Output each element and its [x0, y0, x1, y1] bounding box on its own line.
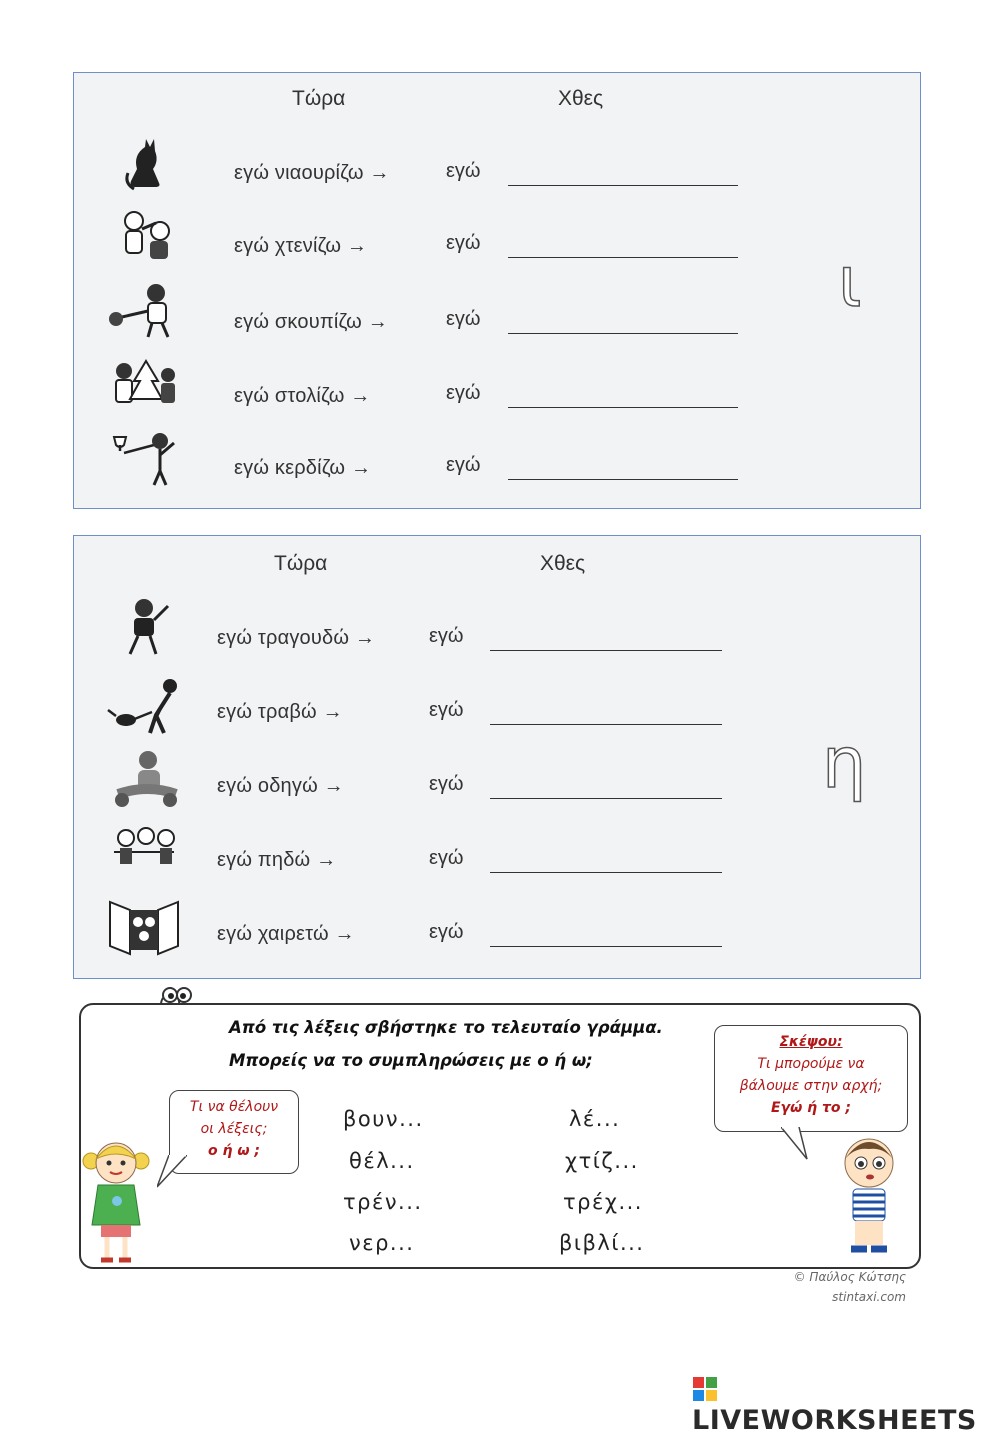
- verb-row: [74, 281, 920, 341]
- girl-bubble-line-3: ο ή ω ;: [208, 1143, 260, 1159]
- verb-present: εγώ οδηγώ →: [217, 775, 344, 797]
- verb-row: [74, 133, 920, 193]
- website-credit: stintaxi.com: [832, 1290, 906, 1304]
- ego-label: εγώ: [446, 308, 481, 330]
- verb-row: [74, 429, 920, 489]
- girl-bubble-line-1: Τι να θέλουν: [189, 1099, 279, 1115]
- incomplete-word[interactable]: βιβλί...: [559, 1231, 645, 1255]
- ego-label: εγώ: [446, 382, 481, 404]
- boy-bubble-title: Σκέψου:: [779, 1034, 843, 1050]
- verb-present: εγώ στολίζω →: [234, 385, 371, 407]
- incomplete-word[interactable]: τρέχ...: [563, 1190, 643, 1214]
- singing-icon: [104, 598, 184, 658]
- column-header-yesterday: Χθες: [558, 87, 604, 110]
- ego-label: εγώ: [429, 773, 464, 795]
- verb-present: εγώ πηδώ →: [217, 849, 337, 871]
- answer-blank[interactable]: [490, 872, 722, 873]
- verb-row: [74, 676, 920, 736]
- exercise-panel-eta: [73, 535, 921, 979]
- boy-bubble-line-1: Τι μπορούμε να: [757, 1056, 865, 1072]
- verb-present: εγώ κερδίζω →: [234, 457, 372, 479]
- liveworksheets-logo: [692, 1374, 1000, 1436]
- girl-speech-bubble: [169, 1090, 299, 1174]
- answer-blank[interactable]: [490, 650, 722, 651]
- answer-blank[interactable]: [508, 257, 738, 258]
- answer-blank[interactable]: [508, 333, 738, 334]
- liveworksheets-wordmark: LIVEWORKSHEETS: [692, 1405, 977, 1436]
- boy-bubble-tail: [781, 1127, 813, 1161]
- decorating-tree-icon: [104, 355, 184, 415]
- liveworksheets-icon: [692, 1376, 718, 1402]
- girl-illustration: [81, 1135, 151, 1265]
- pulling-icon: [104, 676, 184, 736]
- ego-label: εγώ: [429, 921, 464, 943]
- incomplete-word[interactable]: χτίζ...: [565, 1149, 639, 1173]
- boy-speech-bubble: [714, 1025, 908, 1132]
- boy-bubble-line-2: βάλουμε στην αρχή;: [739, 1078, 883, 1094]
- winning-trophy-icon: [104, 429, 184, 489]
- boy-illustration: [829, 1133, 909, 1263]
- verb-present: εγώ σκουπίζω →: [234, 311, 388, 333]
- column-header-now: Τώρα: [292, 87, 346, 110]
- jumping-icon: [104, 824, 184, 884]
- boy-bubble-line-3: Εγώ ή το ;: [770, 1100, 851, 1116]
- ego-label: εγώ: [446, 454, 481, 476]
- fill-letter-exercise: [79, 1003, 921, 1269]
- girl-bubble-tail: [157, 1155, 187, 1189]
- incomplete-word[interactable]: νερ...: [349, 1231, 415, 1255]
- verb-row: [74, 750, 920, 810]
- verb-present: εγώ τραγουδώ →: [217, 627, 376, 649]
- ego-label: εγώ: [446, 160, 481, 182]
- girl-bubble-line-2: οι λέξεις;: [200, 1121, 268, 1137]
- sweeping-icon: [104, 281, 184, 341]
- target-letter: ι: [838, 241, 862, 323]
- instruction-line-1: Από τις λέξεις σβήστηκε το τελευταίο γράμμα.: [229, 1018, 663, 1037]
- answer-blank[interactable]: [490, 798, 722, 799]
- incomplete-word[interactable]: τρέν...: [343, 1190, 423, 1214]
- answer-blank[interactable]: [508, 479, 738, 480]
- instruction-line-2: Μπορείς να το συμπληρώσεις με ο ή ω;: [229, 1051, 593, 1070]
- column-header-yesterday: Χθες: [540, 552, 586, 575]
- ego-label: εγώ: [429, 847, 464, 869]
- ego-label: εγώ: [429, 699, 464, 721]
- column-header-now: Τώρα: [274, 552, 328, 575]
- comb-hair-icon: [104, 207, 184, 267]
- answer-blank[interactable]: [508, 407, 738, 408]
- ego-label: εγώ: [429, 625, 464, 647]
- copyright-credit: © Παύλος Κώτσης: [793, 1270, 906, 1284]
- incomplete-word[interactable]: θέλ...: [349, 1149, 415, 1173]
- answer-blank[interactable]: [490, 946, 722, 947]
- verb-present: εγώ νιαουρίζω →: [234, 162, 390, 184]
- incomplete-word[interactable]: λέ...: [569, 1107, 621, 1131]
- verb-present: εγώ τραβώ →: [217, 701, 343, 723]
- target-letter: η: [822, 722, 867, 804]
- exercise-panel-iota: [73, 72, 921, 509]
- verb-row: [74, 898, 920, 958]
- verb-present: εγώ χτενίζω →: [234, 235, 368, 257]
- verb-row: [74, 598, 920, 658]
- verb-present: εγώ χαιρετώ →: [217, 923, 355, 945]
- answer-blank[interactable]: [490, 724, 722, 725]
- verb-row: [74, 207, 920, 267]
- waving-window-icon: [104, 898, 184, 958]
- incomplete-word[interactable]: βουν...: [343, 1107, 424, 1131]
- verb-row: [74, 355, 920, 415]
- answer-blank[interactable]: [508, 185, 738, 186]
- cat-icon: [104, 133, 184, 193]
- verb-row: [74, 824, 920, 884]
- ego-label: εγώ: [446, 232, 481, 254]
- driving-scooter-icon: [104, 750, 184, 810]
